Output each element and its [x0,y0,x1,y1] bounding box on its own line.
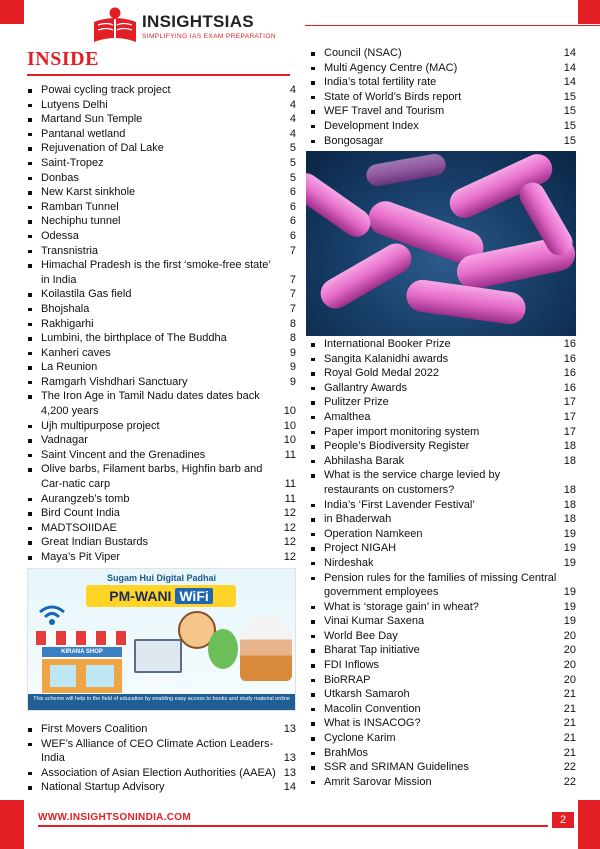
corner-block-top-left [0,0,24,24]
toc-entry-title: Ramgarh Vishdhari Sanctuary [41,375,188,388]
toc-list-right-continued [310,337,576,789]
toc-entry-page: 10 [283,419,296,432]
toc-entry[interactable] [27,98,296,113]
toc-entry[interactable] [310,556,576,571]
toc-entry[interactable] [27,112,296,127]
toc-entry-title: Pantanal wetland [41,127,126,140]
footer-rule [38,825,548,827]
toc-entry[interactable] [27,780,296,795]
header-rule [305,25,600,26]
toc-entry-page: 7 [289,302,296,315]
toc-entry[interactable] [310,687,576,702]
toc-entry-page: 7 [289,244,296,257]
toc-entry-title: Pulitzer Prize [324,396,389,409]
toc-entry-title: The Iron Age in Tamil Nadu dates dates back 4,200 years [41,390,260,418]
toc-entry[interactable] [310,119,576,134]
toc-entry-title: Rejuvenation of Dal Lake [41,142,164,155]
toc-entry-title: Project NIGAH [324,542,397,555]
toc-entry-page: 7 [289,288,296,301]
toc-entry-page: 11 [284,478,296,491]
toc-entry-page: 22 [563,775,576,788]
toc-entry-title: Ramban Tunnel [41,200,119,213]
page-number: 2 [552,812,574,828]
toc-entry[interactable] [27,171,296,186]
toc-entry-title: Association of Asian Election Authorities (AAEA) [41,766,276,779]
brand-tagline: SIMPLIFYING IAS EXAM PREPARATION [142,33,276,40]
toc-entry-title: Maya’s Pit Viper [41,551,121,563]
toc-entry-title: People’s Biodiversity Register [324,440,470,453]
toc-entry[interactable] [310,512,576,527]
toc-entry[interactable] [310,498,576,513]
toc-entry[interactable] [310,75,576,90]
toc-entry-title: Aurangzeb’s tomb [41,492,130,505]
section-title: INSIDE [27,48,99,70]
toc-entry-page: 5 [289,171,296,184]
toc-entry-title: Himachal Pradesh is the first ‘smoke-free state’ in India [41,259,271,286]
toc-entry[interactable] [310,425,576,440]
toc-entry-page: 7 [289,273,296,286]
toc-entry[interactable] [27,360,296,375]
toc-entry[interactable] [310,410,576,425]
toc-entry-page: 10 [283,405,296,418]
toc-entry[interactable] [27,722,296,737]
toc-entry[interactable] [27,331,296,346]
toc-list-left-continued [27,722,296,795]
toc-entry-title: What is INSACOG? [324,717,421,730]
toc-entry[interactable] [27,389,296,418]
section-title-underline [27,74,290,76]
toc-entry-title: Development Index [324,119,419,132]
toc-entry-title: Saint Vincent and the Grenadines [41,448,206,461]
pm-wani-advertisement [27,568,296,711]
toc-entry-title: WEF Travel and Tourism [324,105,445,118]
toc-entry-page: 13 [283,752,296,765]
toc-entry-title: Kanheri caves [41,346,111,359]
toc-entry-title: Donbas [41,171,79,184]
toc-entry-title: Bongosagar [324,134,384,147]
toc-entry-page: 15 [563,134,576,147]
brand-name: INSIGHTSIAS [142,12,254,31]
toc-entry-title: BrahMos [324,746,369,759]
toc-entry-page: 9 [289,375,296,388]
toc-entry-page: 10 [283,434,296,447]
toc-entry[interactable] [27,229,296,244]
toc-entry[interactable] [27,141,296,156]
toc-entry[interactable] [27,375,296,390]
toc-entry[interactable] [310,731,576,746]
toc-entry[interactable] [27,462,296,491]
toc-entry-page: 13 [283,766,296,779]
toc-entry[interactable] [310,746,576,761]
toc-entry[interactable] [27,448,296,463]
toc-entry[interactable] [27,433,296,448]
toc-entry-page: 16 [563,367,576,380]
toc-entry-title: Transnistria [41,244,99,257]
portrait-illustration [240,617,292,681]
toc-entry-page: 8 [289,317,296,330]
toc-entry[interactable] [310,614,576,629]
toc-entry[interactable] [310,527,576,542]
toc-entry-page: 4 [289,98,296,111]
toc-entry-page: 21 [563,688,576,701]
toc-entry-page: 20 [563,659,576,672]
toc-entry[interactable] [310,760,576,775]
toc-entry[interactable] [310,658,576,673]
toc-entry-page: 11 [284,448,296,461]
bacteria-illustration [306,151,576,336]
toc-entry-page: 9 [289,361,296,374]
toc-entry[interactable] [27,200,296,215]
toc-entry-page: 4 [289,113,296,126]
toc-entry-title: MADTSOIIDAE [41,521,117,534]
toc-entry-page: 5 [289,156,296,169]
toc-entry-title: Nirdeshak [324,556,374,569]
toc-entry-page: 18 [563,440,576,453]
toc-entry[interactable] [310,629,576,644]
toc-entry-title: in Bhaderwah [324,513,392,526]
toc-entry-page: 6 [289,215,296,228]
toc-entry[interactable] [310,381,576,396]
toc-entry[interactable] [310,468,576,497]
toc-entry[interactable] [310,673,576,688]
toc-list-right [310,46,576,148]
toc-entry-title: Rakhigarhi [41,317,94,330]
toc-entry-page: 15 [563,119,576,132]
toc-entry[interactable] [27,302,296,317]
toc-entry[interactable] [310,134,576,149]
toc-entry-page: 13 [283,723,296,735]
toc-entry-title: First Movers Coalition [41,723,148,735]
toc-entry-title: Council (NSAC) [324,47,402,59]
toc-entry-page: 12 [283,551,296,563]
toc-entry[interactable] [27,492,296,507]
toc-entry-page: 21 [563,702,576,715]
toc-entry-page: 4 [289,127,296,140]
tree-illustration [208,629,238,669]
bacteria-rods-graphic [306,151,576,336]
brand-logo[interactable] [92,6,292,44]
toc-entry-page: 20 [563,673,576,686]
toc-entry-page: 19 [563,615,576,628]
toc-entry-title: Bharat Tap initiative [324,644,420,657]
toc-entry-title: Nechiphu tunnel [41,215,121,228]
toc-entry[interactable] [310,541,576,556]
toc-entry-title: Lumbini, the birthplace of The Buddha [41,332,227,345]
toc-entry[interactable] [27,535,296,550]
toc-entry-title: Amrit Sarovar Mission [324,775,432,788]
toc-entry-page: 6 [289,186,296,199]
toc-entry-title: Olive barbs, Filament barbs, Highfin barb and Car-natic carp [41,463,263,491]
corner-block-bottom-left [0,800,24,849]
toc-entry-title: Vadnagar [41,434,88,447]
toc-entry-page: 21 [563,746,576,759]
toc-entry[interactable] [27,156,296,171]
toc-entry-title: Lutyens Delhi [41,98,108,111]
toc-entry-title: India’s ‘First Lavender Festival’ [324,498,475,511]
shop-illustration [36,631,128,693]
toc-entry[interactable] [310,337,576,352]
toc-entry[interactable] [310,46,576,61]
toc-entry-page: 19 [563,527,576,540]
corner-block-bottom-right [578,800,600,849]
toc-entry-page: 6 [289,200,296,213]
toc-entry-page: 19 [563,542,576,555]
toc-entry-page: 17 [563,410,576,423]
toc-entry-page: 18 [563,483,576,496]
toc-entry[interactable] [27,317,296,332]
toc-entry-page: 12 [283,507,296,520]
toc-entry[interactable] [27,258,296,287]
toc-entry-title: Operation Namkeen [324,527,423,540]
toc-entry-page: 15 [563,105,576,118]
toc-entry-page: 6 [289,229,296,242]
toc-entry-title: WEF’s Alliance of CEO Climate Action Leaders-India [41,737,274,765]
ad-title-wifi: WiFi [175,588,212,604]
shop-sign: KIRANA SHOP [42,647,122,657]
toc-entry-title: Bird Count India [41,507,120,520]
toc-entry[interactable] [310,90,576,105]
logo-emblem-icon [92,6,138,46]
toc-entry-page: 19 [563,600,576,613]
toc-entry-title: Amalthea [324,410,371,423]
toc-entry[interactable] [310,702,576,717]
toc-entry-title: Utkarsh Samaroh [324,688,410,701]
toc-entry-page: 12 [283,521,296,534]
toc-entry-page: 18 [563,454,576,467]
corner-block-top-right [578,0,600,24]
toc-entry-title: Royal Gold Medal 2022 [324,367,439,380]
toc-entry-page: 17 [563,396,576,409]
toc-entry-page: 17 [563,425,576,438]
toc-entry[interactable] [310,352,576,367]
toc-entry-title: Multi Agency Centre (MAC) [324,61,458,74]
toc-entry-title: Bhojshala [41,302,90,315]
toc-entry[interactable] [310,366,576,381]
toc-entry-title: Martand Sun Temple [41,113,143,126]
toc-list-left [27,83,296,565]
toc-entry-page: 21 [563,717,576,730]
toc-entry[interactable] [27,185,296,200]
toc-entry-title: Great Indian Bustards [41,536,149,549]
toc-entry-title: FDI Inflows [324,659,380,672]
toc-entry-title: World Bee Day [324,629,398,642]
toc-entry-page: 14 [283,781,296,794]
toc-entry[interactable] [310,775,576,790]
toc-entry-title: Abhilasha Barak [324,454,405,467]
toc-entry[interactable] [310,439,576,454]
toc-entry-page: 15 [563,90,576,103]
toc-entry-title: Powai cycling track project [41,84,171,96]
toc-entry[interactable] [310,395,576,410]
toc-entry-page: 19 [563,586,576,599]
toc-entry-title: Odessa [41,229,79,242]
toc-entry[interactable] [310,716,576,731]
toc-entry-page: 8 [289,332,296,345]
toc-entry[interactable] [27,419,296,434]
ad-title [86,585,236,607]
toc-entry-title: Gallantry Awards [324,381,407,394]
toc-entry-page: 4 [289,84,296,96]
toc-entry-title: Koilastila Gas field [41,288,132,301]
toc-entry-page: 14 [563,61,576,74]
toc-entry-title: Ujh multipurpose project [41,419,160,432]
ad-title-pmwani: PM-WANI [109,588,172,604]
toc-entry-title: State of World’s Birds report [324,90,462,103]
ad-headline: Sugam Hui Digital Padhai [106,573,216,583]
toc-entry-title: SSR and SRIMAN Guidelines [324,761,469,774]
toc-entry-page: 18 [563,498,576,511]
toc-entry[interactable] [310,643,576,658]
toc-entry[interactable] [310,454,576,469]
toc-entry-page: 18 [563,513,576,526]
toc-entry-title: Paper import monitoring system [324,425,480,438]
toc-entry-page: 20 [563,644,576,657]
toc-entry-page: 14 [563,47,576,59]
toc-entry-title: Vinai Kumar Saxena [324,615,425,628]
toc-entry-title: National Startup Advisory [41,781,165,794]
wifi-icon [38,604,66,626]
toc-entry[interactable] [310,600,576,615]
toc-entry-title: India’s total fertility rate [324,76,437,89]
toc-entry-page: 14 [563,76,576,89]
toc-entry[interactable] [27,737,296,766]
toc-entry[interactable] [27,127,296,142]
toc-entry-title: Saint-Tropez [41,156,104,169]
toc-entry-page: 22 [563,761,576,774]
toc-entry-page: 5 [289,142,296,155]
toc-entry-page: 21 [563,732,576,745]
toc-entry-title: La Reunion [41,361,98,374]
toc-entry[interactable] [27,287,296,302]
toc-entry[interactable] [310,104,576,119]
toc-entry-title: What is the service charge levied by restaurants on customers? [324,469,501,496]
toc-entry-title: New Karst sinkhole [41,186,136,199]
toc-entry-page: 16 [563,338,576,350]
toc-entry[interactable] [310,571,576,600]
ad-footer-text: This scheme will help in the field of education by enabling easy access to books and study material online [28,694,295,710]
toc-entry[interactable] [27,766,296,781]
toc-entry-page: 12 [283,536,296,549]
toc-entry-title: What is ‘storage gain’ in wheat? [324,600,479,613]
toc-entry-page: 16 [563,381,576,394]
toc-entry[interactable] [27,550,296,565]
toc-entry-page: 19 [563,556,576,569]
toc-entry-title: Cyclone Karim [324,732,396,745]
toc-entry[interactable] [310,61,576,76]
toc-entry-page: 16 [563,352,576,365]
toc-entry-title: BioRRAP [324,673,371,686]
toc-entry[interactable] [27,346,296,361]
toc-entry[interactable] [27,83,296,98]
laptop-illustration [134,639,182,673]
toc-entry-page: 9 [289,346,296,359]
toc-entry[interactable] [27,214,296,229]
toc-entry-title: International Booker Prize [324,338,451,350]
toc-entry-page: 11 [284,492,296,505]
toc-entry-title: Sangita Kalanidhi awards [324,352,449,365]
toc-entry-title: Pension rules for the families of missing Central government employees [324,571,557,599]
toc-entry[interactable] [27,244,296,259]
toc-entry[interactable] [27,521,296,536]
toc-entry-title: Macolin Convention [324,702,421,715]
toc-entry-page: 20 [563,629,576,642]
footer-website-link[interactable]: WWW.INSIGHTSONINDIA.COM [38,812,191,823]
toc-entry[interactable] [27,506,296,521]
